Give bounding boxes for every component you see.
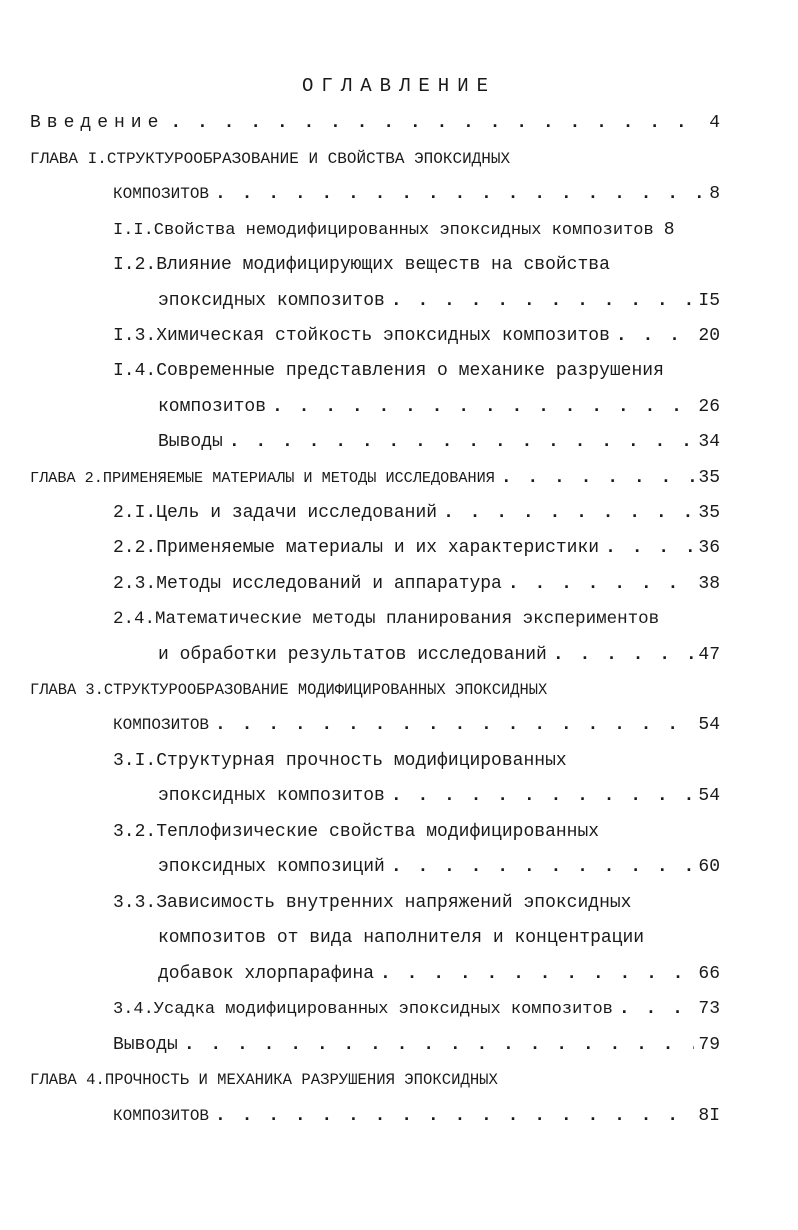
toc-entry-text: добавок хлорпарафина [158, 964, 375, 984]
leader-dots [164, 110, 705, 136]
toc-entry-page: 38 [698, 574, 720, 594]
toc-entry-text: 3.4.Усадка модифицированных эпоксидных композитов [113, 1000, 613, 1019]
toc-entry [158, 429, 720, 455]
toc-title: ОГЛАВЛЕНИЕ [301, 75, 497, 97]
toc-entry [113, 323, 720, 349]
toc-entry-text: I.2.Влияние модифицирующих веществ на свойства [113, 255, 610, 275]
toc-entry-text: I.I.Свойства немодифицированных эпоксидных композитов [113, 221, 654, 240]
leader-dots [502, 571, 695, 597]
toc-entry [30, 110, 720, 136]
leader-dots [385, 854, 695, 880]
toc-entry-page: 73 [698, 999, 720, 1019]
toc-entry-text: 3.I.Структурная прочность модифицированных [113, 751, 567, 771]
toc-entry [113, 712, 720, 738]
toc-chapter-heading: ГЛАВА 3.СТРУКТУРООБРАЗОВАНИЕ МОДИФИЦИРОВАННЫХ ЭПОКСИДНЫХ [30, 681, 548, 699]
toc-entry-text: эпоксидных композитов [158, 786, 385, 806]
leader-dots [547, 642, 695, 668]
leader-dots [374, 961, 694, 987]
toc-entry-page: 54 [698, 786, 720, 806]
toc-entry-text: 3.2.Теплофизические свойства модифицированных [113, 822, 600, 842]
toc-entry-page: 35 [698, 503, 720, 523]
toc-entry [113, 217, 720, 243]
toc-entry-text: эпоксидных композиций [158, 857, 385, 877]
toc-entry-page: I5 [698, 291, 720, 311]
toc-entry-text: композитов [158, 397, 267, 417]
toc-entry [113, 571, 720, 597]
toc-entry-text: 2.2.Применяемые материалы и их характеристики [113, 538, 600, 558]
toc-entry-text: Введение [30, 113, 165, 133]
toc-entry-page: 26 [698, 397, 720, 417]
toc-chapter-heading: ГЛАВА 4.ПРОЧНОСТЬ И МЕХАНИКА РАЗРУШЕНИЯ ЭПОКСИДНЫХ [30, 1071, 498, 1089]
toc-entry-page: 35 [698, 468, 720, 488]
toc-entry-text: I.3.Химическая стойкость эпоксидных композитов [113, 326, 610, 346]
leader-dots [385, 288, 695, 314]
toc-entry-text: КОМПОЗИТОВ [113, 1107, 210, 1125]
toc-entry [113, 996, 720, 1022]
toc-entry-text: ГЛАВА 2.ПРИМЕНЯЕМЫЕ МАТЕРИАЛЫ И МЕТОДЫ ИССЛЕДОВАНИЯ [30, 469, 495, 487]
toc-entry-text: КОМПОЗИТОВ [113, 716, 210, 734]
leader-dots [209, 1103, 694, 1129]
toc-entry-text: КОМПОЗИТОВ [113, 185, 210, 203]
leader-dots [266, 394, 694, 420]
toc-entry [158, 288, 720, 314]
leader-dots [385, 783, 695, 809]
toc-entry [113, 500, 720, 526]
toc-entry-page: 8 [663, 220, 675, 240]
toc-chapter-heading: ГЛАВА I.СТРУКТУРООБРАЗОВАНИЕ И СВОЙСТВА ЭПОКСИДНЫХ [30, 150, 511, 168]
toc-entry-page: 66 [698, 964, 720, 984]
toc-entry [158, 783, 720, 809]
toc-entry-page: 34 [698, 432, 720, 452]
leader-dots [209, 712, 694, 738]
toc-entry [113, 535, 720, 561]
leader-dots [613, 996, 695, 1022]
toc-entry [158, 854, 720, 880]
leader-dots [223, 429, 695, 455]
toc-entry-page: 47 [698, 645, 720, 665]
toc-entry-page: 36 [698, 538, 720, 558]
leader-dots [209, 181, 705, 207]
toc-entry-text: 2.I.Цель и задачи исследований [113, 503, 438, 523]
toc-entry-page: 79 [698, 1035, 720, 1055]
toc-entry-text: Выводы [158, 432, 223, 452]
toc-entry-text: эпоксидных композитов [158, 291, 385, 311]
leader-dots [610, 323, 695, 349]
toc-entry-text: I.4.Современные представления о механике разрушения [113, 361, 664, 381]
toc-entry [30, 465, 720, 491]
toc-entry-page: 60 [698, 857, 720, 877]
toc-entry-page: 8 [709, 184, 720, 204]
toc-entry-text: Выводы [113, 1035, 178, 1055]
toc-entry [113, 1032, 720, 1058]
toc-entry-text: композитов от вида наполнителя и концентрации [158, 928, 645, 948]
toc-entry-text: 2.4.Математические методы планирования экспериментов [113, 609, 660, 629]
toc-entry-text: 3.3.Зависимость внутренних напряжений эпоксидных [113, 893, 632, 913]
toc-entry-page: 54 [698, 715, 720, 735]
toc-entry-page: 4 [709, 113, 720, 133]
leader-dots [178, 1032, 695, 1058]
toc-entry [158, 961, 720, 987]
toc-entry [158, 394, 720, 420]
leader-dots [437, 500, 694, 526]
leader-dots [495, 465, 695, 491]
toc-entry [113, 181, 720, 207]
toc-entry [158, 642, 720, 668]
toc-entry [113, 1103, 720, 1129]
toc-entry-page: 8I [698, 1106, 720, 1126]
leader-dots [599, 535, 694, 561]
toc-entry-text: 2.3.Методы исследований и аппаратура [113, 574, 502, 594]
toc-entry-page: 20 [698, 326, 720, 346]
toc-entry-text: и обработки результатов исследований [158, 645, 547, 665]
